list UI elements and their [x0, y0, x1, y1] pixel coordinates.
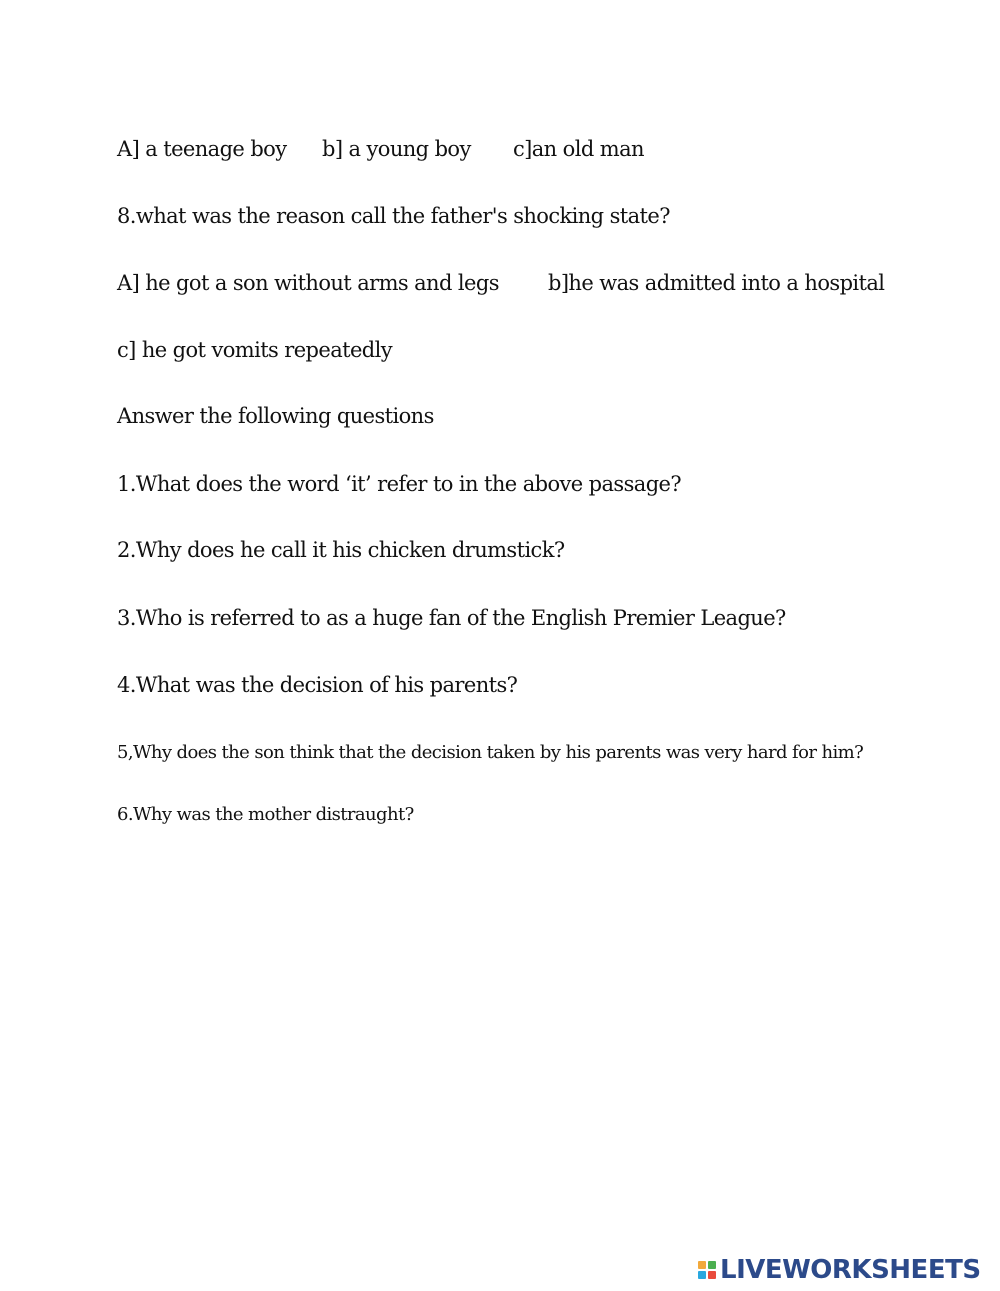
question-6: 6.Why was the mother distraught?	[117, 804, 414, 825]
q8-question: 8.what was the reason call the father's shocking state?	[117, 204, 670, 228]
liveworksheets-logo-icon	[698, 1261, 716, 1279]
q7-option-b: b] a young boy	[322, 137, 471, 161]
logo-text: LIVEWORKSHEETS	[720, 1255, 981, 1285]
q8-option-a: A] he got a son without arms and legs	[117, 271, 499, 295]
q7-option-a: A] a teenage boy	[117, 137, 287, 161]
question-2: 2.Why does he call it his chicken drumstick?	[117, 538, 565, 562]
section-heading: Answer the following questions	[117, 404, 434, 428]
question-3: 3.Who is referred to as a huge fan of the English Premier League?	[117, 606, 786, 630]
question-4: 4.What was the decision of his parents?	[117, 673, 518, 697]
q7-option-c: c]an old man	[513, 137, 644, 161]
q8-option-b: b]he was admitted into a hospital	[548, 271, 885, 295]
question-5: 5,Why does the son think that the decision taken by his parents was very hard for him?	[117, 742, 864, 763]
liveworksheets-logo	[698, 1255, 981, 1285]
q8-option-c: c] he got vomits repeatedly	[117, 338, 393, 362]
question-1: 1.What does the word ‘it’ refer to in the above passage?	[117, 472, 682, 496]
